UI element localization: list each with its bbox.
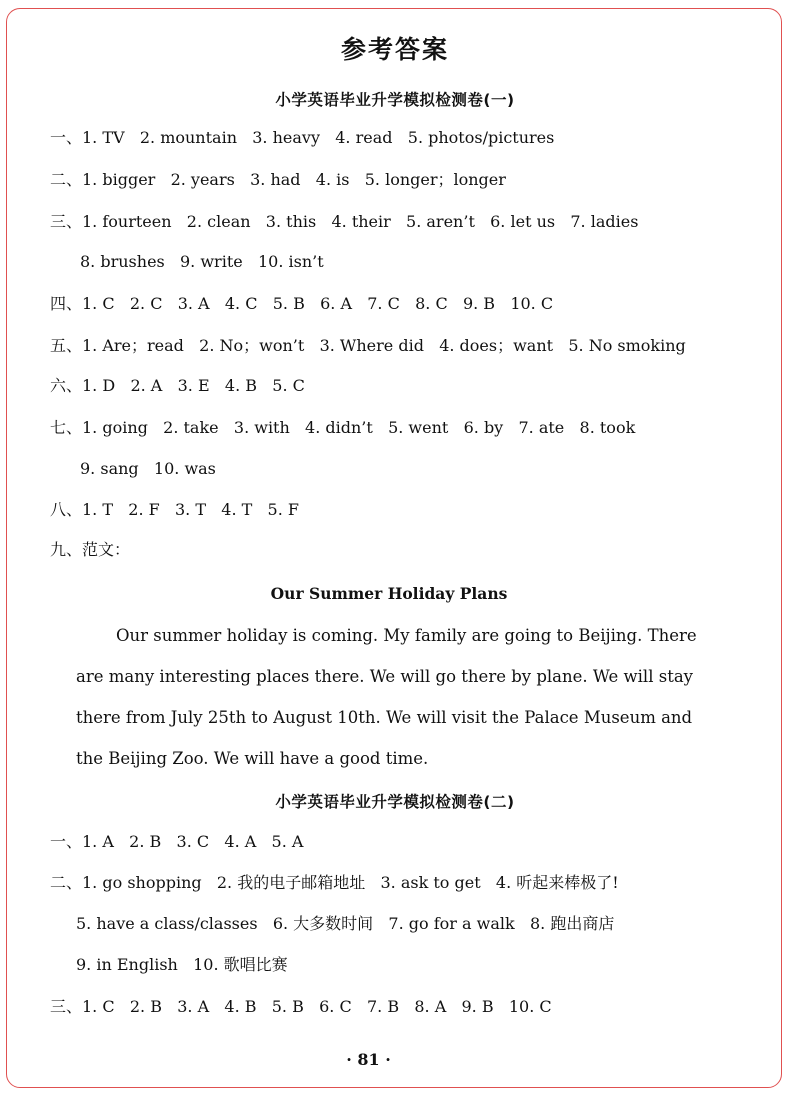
page-number: · 81 · [346, 1050, 391, 1069]
essay-line: there from July 25th to August 10th. We will visit the Palace Museum and [76, 708, 693, 727]
test2-heading: 小学英语毕业升学模拟检测卷(二) [275, 793, 515, 811]
test2-part2-cont2: 9. in English 10. 歌唱比赛 [76, 955, 288, 974]
essay-line: are many interesting places there. We will go there by plane. We will stay [76, 667, 693, 686]
test2-part2-cont: 5. have a class/classes 6. 大多数时间 7. go for a walk 8. 跑出商店 [76, 914, 615, 933]
test2-part1: 一、1. A 2. B 3. C 4. A 5. A [50, 832, 304, 851]
essay-title: Our Summer Holiday Plans [270, 584, 508, 603]
test2-part3: 三、1. C 2. B 3. A 4. B 5. B 6. C 7. B 8. A 9. B 10. C [50, 997, 552, 1016]
test1-part3-cont: 8. brushes 9. write 10. isn’t [80, 252, 324, 271]
test1-part4: 四、1. C 2. C 3. A 4. C 5. B 6. A 7. C 8. C 9. B 10. C [50, 294, 554, 313]
test1-part1: 一、1. TV 2. mountain 3. heavy 4. read 5. photos/pictures [50, 128, 555, 147]
test2-part2: 二、1. go shopping 2. 我的电子邮箱地址 3. ask to get 4. 听起来棒极了! [50, 873, 619, 892]
test1-part9-label: 九、范文： [50, 540, 131, 559]
test1-part7-cont: 9. sang 10. was [80, 459, 216, 478]
essay-line: the Beijing Zoo. We will have a good time. [76, 749, 429, 768]
test1-part8: 八、1. T 2. F 3. T 4. T 5. F [50, 500, 300, 519]
essay-line: Our summer holiday is coming. My family are going to Beijing. There [116, 626, 697, 645]
test1-part7: 七、1. going 2. take 3. with 4. didn’t 5. went 6. by 7. ate 8. took [50, 418, 636, 437]
page-title: 参考答案 [340, 35, 449, 64]
test1-part2: 二、1. bigger 2. years 3. had 4. is 5. longer；longer [50, 170, 506, 189]
test1-part6: 六、1. D 2. A 3. E 4. B 5. C [50, 376, 305, 395]
test1-part3: 三、1. fourteen 2. clean 3. this 4. their 5. aren’t 6. let us 7. ladies [50, 212, 639, 231]
test1-part5: 五、1. Are；read 2. No；won’t 3. Where did 4. does；want 5. No smoking [50, 336, 686, 355]
test1-heading: 小学英语毕业升学模拟检测卷(一) [275, 91, 515, 109]
